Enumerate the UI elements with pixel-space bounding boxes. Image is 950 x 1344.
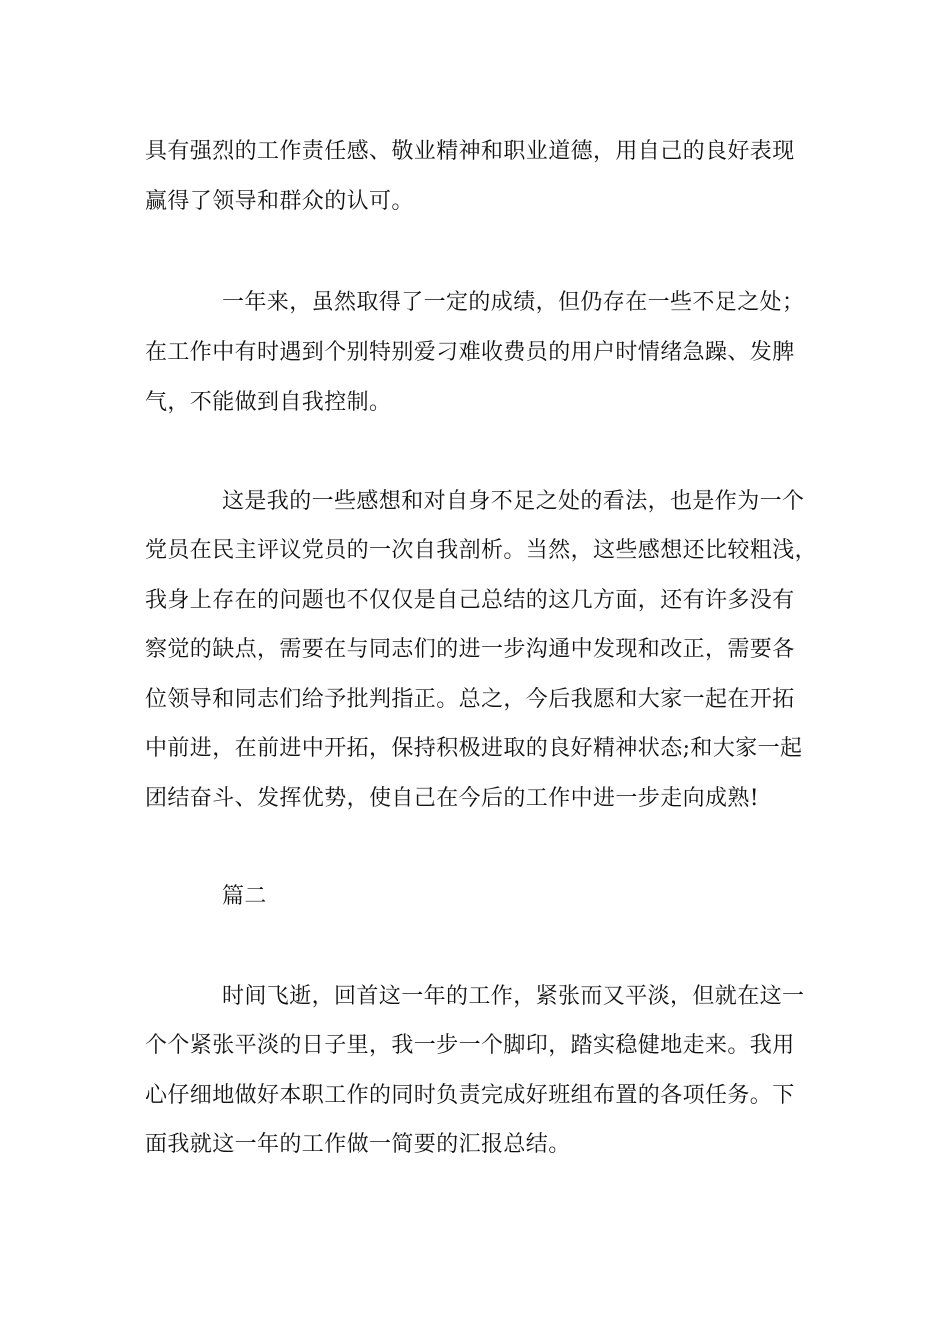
paragraph-3-line-6: 中前进，在前进中开拓，保持积极进取的良好精神状态;和大家一起 xyxy=(145,736,803,761)
paragraph-3-line-7: 团结奋斗、发挥优势，使自己在今后的工作中进一步走向成熟! xyxy=(145,786,760,811)
section-heading: 篇二 xyxy=(222,884,267,909)
paragraph-2-line-2: 在工作中有时遇到个别特别爱刁难收费员的用户时情绪急躁、发脾 xyxy=(145,340,795,365)
paragraph-3-line-4: 察觉的缺点，需要在与同志们的进一步沟通中发现和改正，需要各 xyxy=(145,637,795,662)
paragraph-3-line-3: 我身上存在的问题也不仅仅是自己总结的这几方面，还有许多没有 xyxy=(145,588,795,613)
paragraph-4-line-4: 面我就这一年的工作做一简要的汇报总结。 xyxy=(145,1132,571,1157)
paragraph-3-line-5: 位领导和同志们给予批判指正。总之，今后我愿和大家一起在开拓 xyxy=(145,687,795,712)
paragraph-4-line-2: 个个紧张平淡的日子里，我一步一个脚印，踏实稳健地走来。我用 xyxy=(145,1033,795,1058)
paragraph-2-line-1: 一年来，虽然取得了一定的成绩，但仍存在一些不足之处； xyxy=(222,290,805,315)
paragraph-4-line-1: 时间飞逝，回首这一年的工作，紧张而又平淡，但就在这一 xyxy=(222,984,805,1009)
paragraph-2-line-3: 气，不能做到自我控制。 xyxy=(145,390,392,415)
paragraph-3-line-1: 这是我的一些感想和对自身不足之处的看法，也是作为一个 xyxy=(222,489,805,514)
paragraph-4-line-3: 心仔细地做好本职工作的同时负责完成好班组布置的各项任务。下 xyxy=(145,1083,795,1108)
paragraph-1-line-2: 赢得了领导和群众的认可。 xyxy=(145,189,414,214)
paragraph-3-line-2: 党员在民主评议党员的一次自我剖析。当然，这些感想还比较粗浅， xyxy=(145,538,818,563)
paragraph-1-line-1: 具有强烈的工作责任感、敬业精神和职业道德，用自己的良好表现 xyxy=(145,139,795,164)
